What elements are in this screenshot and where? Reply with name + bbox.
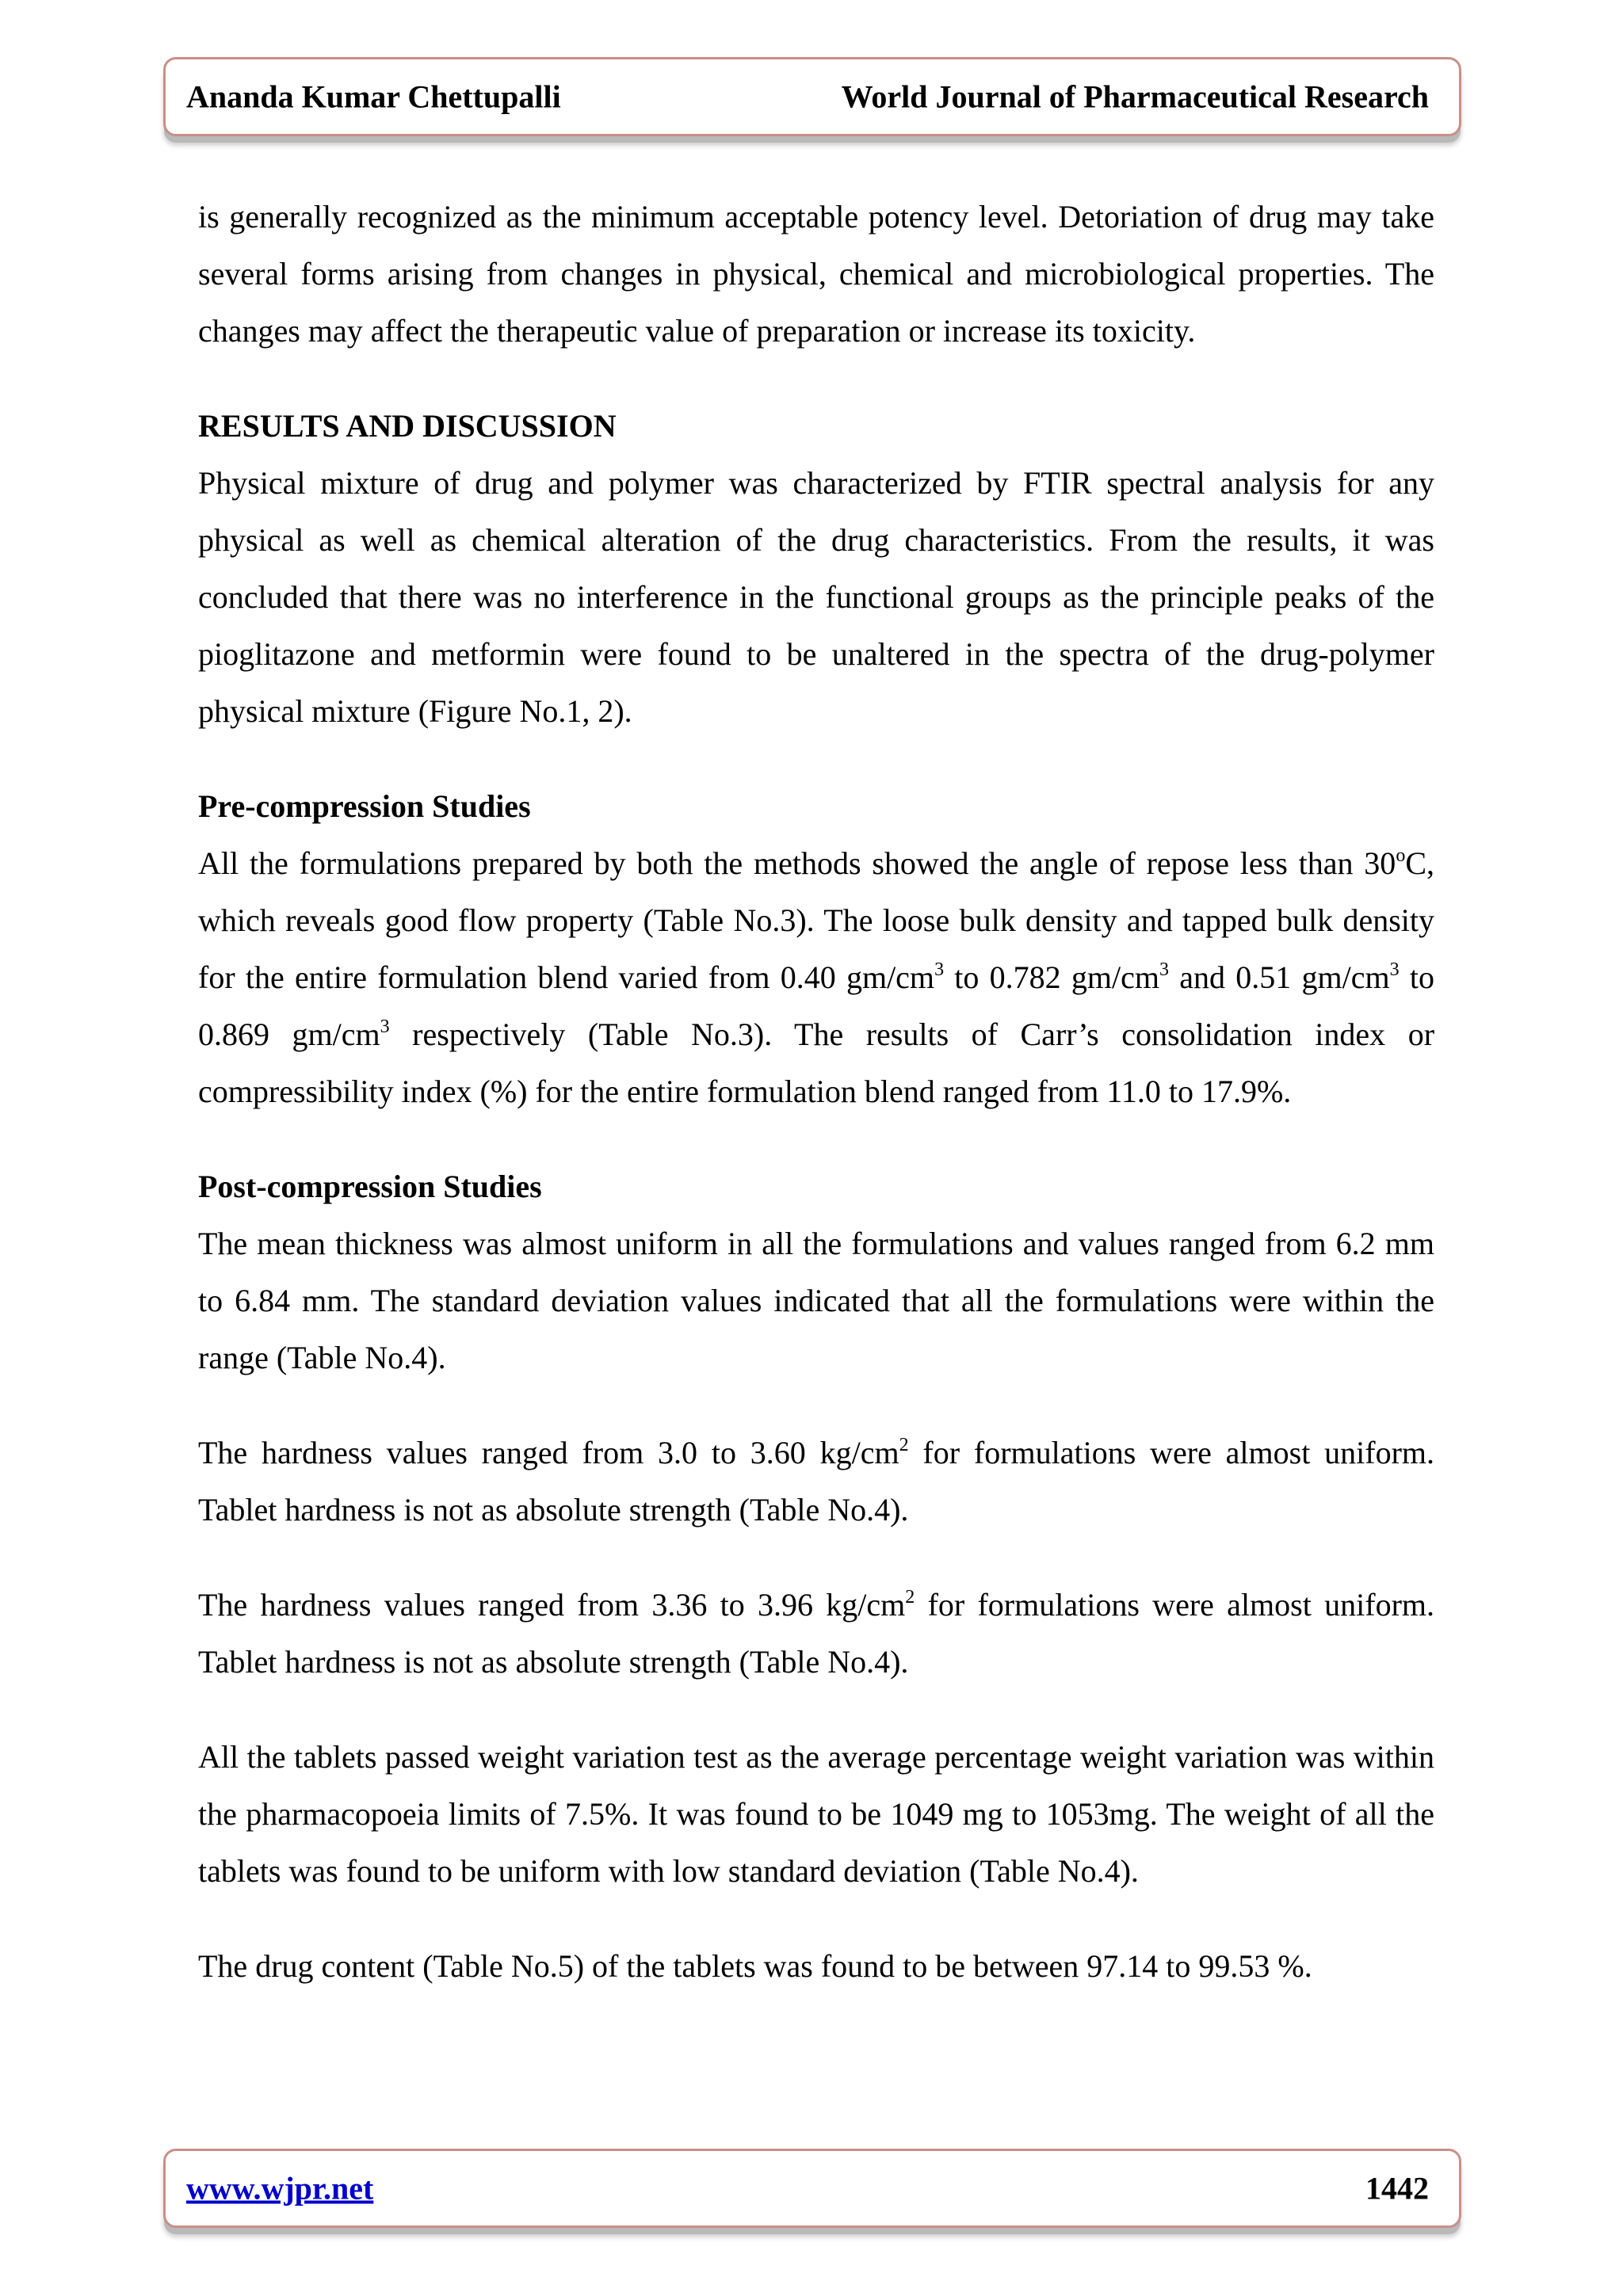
hard1-sup: 2	[899, 1434, 909, 1455]
heading-post-compression: Post-compression Studies	[198, 1169, 542, 1204]
pre-text-1: All the formulations prepared by both the methods showed the angle of repose less than 30	[198, 845, 1396, 881]
paragraph-weight-variation: All the tablets passed weight variation test as the average percentage weight variation was within the pharmacopoeia limits of 7.5%. It was found to be 1049 mg to 1053mg. The weight of all the tablets was found to be uniform with low standard deviation (Table No.4).	[198, 1739, 1434, 1889]
heading-results-discussion: RESULTS AND DISCUSSION	[198, 408, 617, 444]
page-footer	[163, 2149, 1461, 2228]
pre-sup-4: 3	[1389, 959, 1400, 980]
footer-website-link[interactable]: www.wjpr.net	[186, 2170, 374, 2206]
hard2-text-2: for formulations were almost uniform. Tablet hardness is not as absolute strength (Table No.4).	[198, 1587, 1434, 1680]
paragraph-drug-content: The drug content (Table No.5) of the tablets was found to be between 97.14 to 99.53 %.	[198, 1948, 1312, 1984]
pre-sup-5: 3	[380, 1016, 390, 1037]
pre-text-2: C, which reveals good flow property (Table No.3). The loose bulk density and tapped bulk density for the entire formulation blend varied from 0.40 gm/cm	[198, 845, 1434, 995]
pre-text-5: to 0.869 gm/cm	[198, 959, 1434, 1052]
page-header	[163, 57, 1461, 136]
heading-pre-compression: Pre-compression Studies	[198, 788, 531, 824]
header-journal: World Journal of Pharmaceutical Research	[841, 78, 1429, 115]
pre-sup-2: 3	[934, 959, 945, 980]
hard2-sup: 2	[905, 1586, 915, 1608]
paragraph-results: Physical mixture of drug and polymer was characterized by FTIR spectral analysis for any physical as well as chemical alteration of the drug characteristics. From the results, it was concluded that there was no interference in the functional groups as the principle peaks of the pioglitazone and metformin were found to be unaltered in the spectra of the drug-polymer physical mixture (Figure No.1, 2).	[198, 465, 1434, 729]
hard1-text-2: for formulations were almost uniform. Tablet hardness is not as absolute strength (Table No.4).	[198, 1435, 1435, 1527]
article-body	[198, 189, 1434, 2033]
pre-text-4: and 0.51 gm/cm	[1169, 959, 1390, 995]
pre-sup-degree: o	[1396, 845, 1406, 866]
pre-sup-3: 3	[1159, 959, 1170, 980]
hard1-text-1: The hardness values ranged from 3.0 to 3.60 kg/cm	[198, 1435, 899, 1470]
paragraph-pre-compression	[198, 835, 1434, 1120]
footer-page-number: 1442	[1365, 2170, 1429, 2206]
paragraph-thickness: The mean thickness was almost uniform in all the formulations and values ranged from 6.2 mm to 6.84 mm. The standard deviation values indicated that all the formulations were within the range (Table No.4).	[198, 1226, 1434, 1375]
paragraph-intro: is generally recognized as the minimum acceptable potency level. Detoriation of drug may take several forms arising from changes in physical, chemical and microbiological properties. The changes may affect the therapeutic value of preparation or increase its toxicity.	[198, 199, 1434, 349]
paragraph-hardness-2	[198, 1577, 1434, 1691]
pre-text-6: respectively (Table No.3). The results of Carr’s consolidation index or compressibility index (%) for the entire formulation blend ranged from 11.0 to 17.9%.	[198, 1016, 1435, 1109]
hard2-text-1: The hardness values ranged from 3.36 to 3.96 kg/cm	[198, 1587, 906, 1623]
header-author: Ananda Kumar Chettupalli	[186, 78, 561, 115]
paragraph-hardness-1	[198, 1425, 1434, 1539]
pre-text-3: to 0.782 gm/cm	[944, 959, 1160, 995]
